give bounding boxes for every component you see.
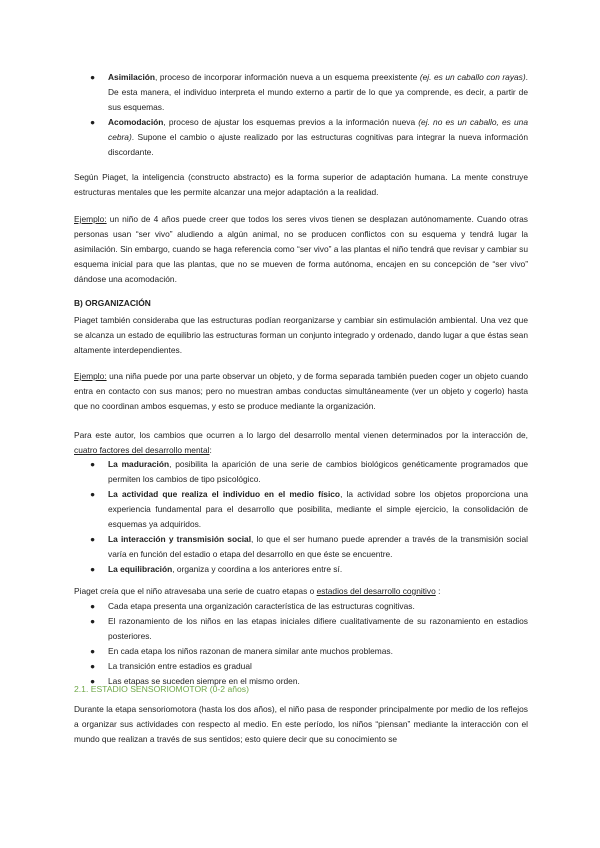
- bullet: ●: [90, 601, 96, 611]
- paragraph-etapas: Piaget creía que el niño atravesaba una serie de cuatro etapas o estadios del desarrollo cognitivo :: [74, 586, 441, 596]
- paragraph-inteligencia: Según Piaget, la inteligencia (constructo abstracto) es la forma superior de adaptación humana. La mente construye estructuras mentales que les permite alcanzar una mejor adaptación a la realidad.: [74, 172, 528, 197]
- list-item: ● Asimilación, proceso de incorporar información nueva a un esquema preexistente (ej. es un caballo con rayas). De esta manera, el individuo interpreta el mundo externo a partir de lo que ya comprende, es decir, a partir de sus esquemas.: [90, 72, 528, 112]
- paragraph-ejemplo-1: Ejemplo: un niño de 4 años puede creer que todos los seres vivos tienen se desplazan autónomamente. Cuando otras personas usan “ser vivo” aludiendo a algún animal, no se producen conflictos con su esquema y tendrá lugar la asimilación. Sin embargo, cuando se haga referencia como “ser vivo” a las plantas el niño tendrá que revisar y cambiar su esquema inicial para que las plantas, que no se mueven de forma autónoma, encajen en su concepción de “ser vivo” dándose una acomodación.: [74, 214, 528, 284]
- list-item: ● La actividad que realiza el individuo en el medio físico, la actividad sobre los objetos proporciona una experiencia fundamental para el desarrollo que posibilita, mediante el simple ejercicio, la consolidación de esquemas ya adquiridos.: [90, 489, 529, 529]
- term: La maduración: [108, 459, 170, 469]
- bullet: ●: [90, 459, 96, 469]
- list-item: ● En cada etapa los niños razonan de manera similar ante muchos problemas.: [90, 644, 528, 659]
- list-item: ● La interacción y transmisión social, lo que el ser humano puede aprender a través de la transmisión social varía en función del estadio o etapa del desarrollo en que éste se encuentre.: [90, 534, 528, 559]
- paragraph-ejemplo-2: Ejemplo: una niña puede por una parte observar un objeto, y de forma separada también pueden coger un objeto cuando entra en contacto con sus manos; pero no muestran ambas conductas simultáneamente (ver un objeto y cogerlo) hasta que no coordinan ambos esquemas, y esto se produce mediante la organización.: [74, 371, 528, 411]
- bullet: ●: [90, 676, 96, 686]
- etapas-list: [90, 599, 528, 689]
- term: Acomodación: [108, 117, 164, 127]
- list-item: ● Acomodación, proceso de ajustar los esquemas previos a la información nueva (ej. no es un caballo, es una cebra). Supone el cambio o ajuste realizado por las estructuras cognitivas para integrar la nueva información discordante.: [90, 117, 528, 157]
- bullet: ●: [90, 117, 96, 127]
- term: La actividad que realiza el individuo en el medio físico: [108, 489, 341, 499]
- factores-list: [90, 457, 528, 577]
- paragraph-sensoriomotor: Durante la etapa sensoriomotora (hasta los dos años), el niño pasa de responder principalmente por medio de los reflejos a organizar sus actividades con respecto al medio. En este período, los niños “piensan” mediante la interacción con el mundo que realizan a través de sus sentidos; esto quiere decir que su conocimiento se: [74, 704, 528, 744]
- bullet: ●: [90, 661, 96, 671]
- bullet: ●: [90, 646, 96, 656]
- bullet: ●: [90, 534, 96, 544]
- bullet: ●: [90, 616, 96, 626]
- bullet: ●: [90, 72, 96, 82]
- list-item: ● La transición entre estadios es gradual: [90, 659, 528, 674]
- factores-link: cuatro factores del desarrollo mental: [74, 445, 210, 455]
- section-title-sensoriomotor: 2.1. ESTADIO SENSORIOMOTOR (0-2 años): [74, 684, 249, 694]
- paragraph-organizacion: Piaget también consideraba que las estructuras podían reorganizarse y cambiar sin estimulación ambiental. Una vez que se alcanza un estado de equilibrio las estructuras forman un conjunto integrado y ordenado, dando lugar a que éstas sean altamente interdependientes.: [74, 315, 528, 355]
- section-heading-organizacion: B) ORGANIZACIÓN: [74, 298, 151, 308]
- list-item: ● La equilibración, organiza y coordina a los anteriores entre sí.: [90, 562, 528, 577]
- adaptation-list: [90, 70, 528, 160]
- paragraph-factores: Para este autor, los cambios que ocurren a lo largo del desarrollo mental vienen determinados por la interacción de, cuatro factores del desarrollo mental:: [74, 430, 528, 455]
- bullet: ●: [90, 564, 96, 574]
- list-item: ● Las etapas se suceden siempre en el mismo orden.: [90, 674, 528, 689]
- term: La equilibración: [108, 564, 173, 574]
- list-item: ● El razonamiento de los niños en las etapas iniciales difiere cualitativamente de su razonamiento en estadios posteriores.: [90, 616, 528, 641]
- list-item: ● Cada etapa presenta una organización característica de las estructuras cognitivas.: [90, 599, 528, 614]
- estadios-link: estadios del desarrollo cognitivo: [316, 586, 436, 596]
- term: La interacción y transmisión social: [108, 534, 252, 544]
- term: Asimilación: [108, 72, 156, 82]
- list-item: ● La maduración, posibilita la aparición de una serie de cambios biológicos genéticamente programados que permiten los cambios de tipo psicológico.: [90, 459, 528, 484]
- bullet: ●: [90, 489, 96, 499]
